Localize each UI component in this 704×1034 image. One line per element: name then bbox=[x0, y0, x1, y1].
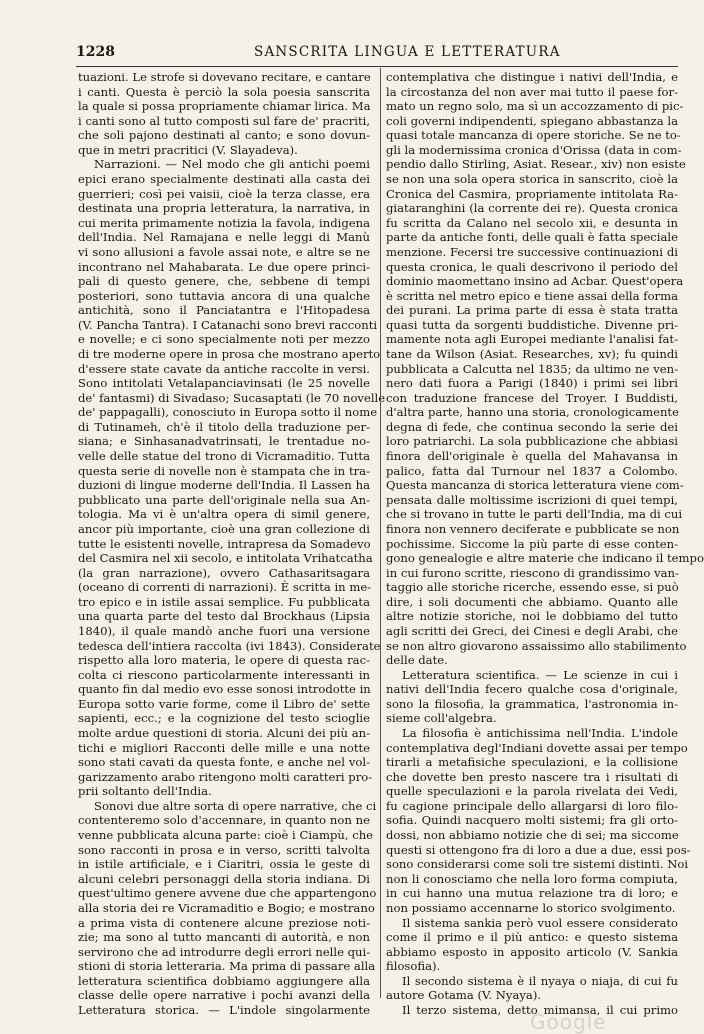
text-line: venne pubblicata alcuna parte: cioè i Ciampù, che bbox=[78, 828, 374, 843]
text-line: del Casmira nel xii secolo, e intitolata Vrihatcatha bbox=[78, 551, 373, 566]
text-line: servirono che ad introdurre degli errori nelle qui- bbox=[78, 944, 371, 959]
text-line: guerrieri; così pei vaisii, cioè la terza classe, era bbox=[78, 186, 370, 201]
text-line: sieme coll'algebra. bbox=[386, 711, 497, 726]
text-line: 1840), il quale mandò anche fuori una versione bbox=[78, 623, 370, 638]
text-line: (oceano di correnti di narrazioni). È scritta in me- bbox=[78, 580, 372, 595]
text-line: dire, i soli documenti che abbiamo. Quanto alle bbox=[386, 594, 678, 609]
text-line: autore Gotama (V. Nyaya). bbox=[386, 988, 542, 1003]
text-line: quanto fin dal medio evo esse sonosi introdotte in bbox=[78, 682, 371, 697]
text-line: tuazioni. Le strofe si dovevano recitare, e cantare bbox=[78, 70, 371, 84]
text-line: non li conosciamo che nella loro forma compiuta, bbox=[386, 871, 678, 886]
text-line: questa serie di novelle non è stampata che in tra- bbox=[78, 463, 370, 478]
text-line: quasi tutta da sorgenti buddistiche. Divenne pri- bbox=[386, 317, 678, 332]
text-line: de' fantasmi) di Sivadaso; Sucasaptati (le 70 novelle bbox=[78, 390, 386, 405]
text-line: finora non vennero deciferate e pubblicate se non bbox=[386, 521, 680, 536]
header-rule bbox=[76, 66, 678, 67]
running-title: SANSCRITA LINGUA E LETTERATURA bbox=[254, 44, 561, 60]
text-line: velle delle statue del trono di Vicramaditio. Tutta bbox=[78, 449, 370, 464]
text-line: sono racconti in prosa e in verso, scritti talvolta bbox=[78, 842, 370, 857]
text-line: i canti sono al tutto composti sul fare de' pracriti, bbox=[78, 113, 370, 128]
text-line: stioni di storia letteraria. Ma prima di passare alla bbox=[78, 959, 376, 974]
text-line: Sono intitolati Vetalapanciavinsati (le 25 novelle bbox=[78, 376, 370, 391]
text-line: se non una sola opera storica in sanscrito, cioè la bbox=[386, 172, 678, 187]
text-line: quest'ultimo genere avvene due che appartengono bbox=[78, 886, 377, 901]
text-line: contenteremo solo d'accennare, in quanto non ne bbox=[78, 813, 370, 828]
text-line: pensata dalle moltissime iscrizioni di quei tempi, bbox=[386, 492, 678, 507]
text-line: taggio alle storiche ricerche, essendo esse, si può bbox=[386, 580, 679, 595]
text-line: pochissime. Siccome la più parte di esse conten- bbox=[386, 536, 678, 551]
text-line: con traduzione francese del Troyer. I Buddisti, bbox=[386, 390, 678, 405]
text-line: incontrano nel Mahabarata. Le due opere princi- bbox=[78, 259, 370, 274]
text-line: pendio dallo Stirling, Asiat. Resear., xiv) non esiste bbox=[386, 157, 686, 172]
text-line: siana; e Sinhasanadvatrinsati, le trentadue no- bbox=[78, 434, 370, 449]
text-line: colta ci riescono particolarmente interessanti in bbox=[78, 667, 370, 682]
text-line: mamente nota agli Europei mediante l'analisi fat- bbox=[386, 332, 678, 347]
text-line: Il secondo sistema è il nyaya o niaja, di cui fu bbox=[402, 973, 678, 988]
text-line: alla storia dei re Vicramaditio e Bogio; e mostrano bbox=[78, 900, 375, 915]
column-divider bbox=[380, 68, 381, 998]
text-line: questa cronica, le quali descrivono il periodo del bbox=[386, 259, 678, 274]
text-line: sono la filosofia, la grammatica, l'astronomia in- bbox=[386, 696, 678, 711]
text-line: a prima vista di contenere alcune preziose noti- bbox=[78, 915, 370, 930]
text-line: nativi dell'India fecero qualche cosa d'originale, bbox=[386, 682, 678, 697]
text-line: mato un regno solo, ma sì un accozzamento di pic- bbox=[386, 99, 684, 114]
text-line: tologia. Ma vi è un'altra opera di simil genere, bbox=[78, 507, 370, 522]
text-line: la circostanza del non aver mai tutto il paese for- bbox=[386, 84, 678, 99]
text-line: pubblicato una parte dell'originale nella sua An- bbox=[78, 492, 370, 507]
text-line: in istile artificiale, e i Ciaritri, ossia le geste di bbox=[78, 857, 370, 872]
text-line: tichi e migliori Racconti delle mille e una notte bbox=[78, 740, 370, 755]
text-line: classe delle opere narrative i pochi avanzi della bbox=[78, 988, 370, 1003]
text-line: dell'India. Nel Ramajana e nelle leggi di Manù bbox=[78, 230, 370, 245]
text-line: gli la modernissima cronica d'Orissa (data in com- bbox=[386, 142, 682, 157]
text-line: (V. Pancha Tantra). I Catanachi sono brevi racconti bbox=[78, 317, 378, 332]
text-line: sofia. Quindi nacquero molti sistemi; fra gli orto- bbox=[386, 813, 678, 828]
text-line: finora dell'originale è quella del Mahavansa in bbox=[386, 449, 678, 464]
text-line: agli scritti dei Greci, dei Cinesi e degli Arabi, che bbox=[386, 623, 678, 638]
text-line: parte da antiche fonti, delle quali è fatta speciale bbox=[386, 230, 678, 245]
text-line: pubblicata a Calcutta nel 1835; da ultimo ne ven- bbox=[386, 361, 678, 376]
text-line: che si trovano in tutte le parti dell'India, ma di cui bbox=[386, 507, 683, 522]
text-line: Letteratura storica. — L'indole singolarmente bbox=[78, 1003, 370, 1017]
text-line: dei purani. La prima parte di essa è stata tratta bbox=[386, 303, 678, 318]
text-line: i canti. Questa è perciò la sola poesia sanscrita bbox=[78, 84, 370, 99]
text-line: letteratura scientifica dobbiamo aggiungere alla bbox=[78, 973, 370, 988]
text-line: alcuni celebri personaggi della storia indiana. Di bbox=[78, 871, 370, 886]
text-line: una quarta parte del testo dal Brockhaus (Lipsia bbox=[78, 609, 370, 624]
google-watermark: Google bbox=[530, 1010, 607, 1034]
text-line: menzione. Fecersi tre successive continuazioni di bbox=[386, 244, 678, 259]
text-line: Il terzo sistema, detto mimansa, il cui primo bbox=[402, 1003, 678, 1017]
text-line: che dovette ben presto nascere tra i risultati di bbox=[386, 769, 678, 784]
text-line: la quale si possa propriamente chiamar lirica. Ma bbox=[78, 99, 371, 114]
text-line: se non altro giovarono assaissimo allo stabilimento bbox=[386, 638, 687, 653]
text-line: che soli pajono destinati al canto; e sono dovun- bbox=[78, 128, 370, 143]
text-line: giataranghini (la corrente dei re). Questa cronica bbox=[386, 201, 678, 216]
text-line: contemplativa che distingue i nativi dell'India, e bbox=[386, 70, 678, 84]
text-line: quasi totale mancanza di opere storiche. Se ne to- bbox=[386, 128, 681, 143]
text-line: di Tutinameh, ch'è il titolo della traduzione per- bbox=[78, 419, 370, 434]
text-line: tane da Wilson (Asiat. Researches, xv); fu quindi bbox=[386, 346, 678, 361]
text-line: que in metri pracritici (V. Slayadeva). bbox=[78, 142, 298, 157]
text-line: Europa sotto varie forme, come il Libro de' sette bbox=[78, 696, 370, 711]
text-line: dossi, non abbiamo notizie che di sei; ma siccome bbox=[386, 828, 679, 843]
text-line: degna di fede, che continua secondo la serie dei bbox=[386, 419, 678, 434]
text-line: come il primo e il più antico: e questo sistema bbox=[386, 930, 678, 945]
text-line: quelle speculazioni e la parola rivelata dei Vedi, bbox=[386, 784, 678, 799]
text-line: zie; ma sono al tutto mancanti di autorità, e non bbox=[78, 930, 370, 945]
text-line: La filosofia è antichissima nell'India. L'indole bbox=[402, 726, 678, 741]
text-line: abbiamo esposto in apposito articolo (V. Sankia bbox=[386, 944, 678, 959]
text-line: Sonovi due altre sorta di opere narrative, che ci bbox=[94, 798, 377, 813]
text-line: sono considerarsi come soli tre sistemi distinti. Noi bbox=[386, 857, 689, 872]
text-line: antichità, sono il Panciatantra e l'Hitopadesa bbox=[78, 303, 370, 318]
text-line: gono genealogie e altre materie che indicano il tempo bbox=[386, 551, 704, 566]
text-line: molte ardue questioni di storia. Alcuni dei più an- bbox=[78, 726, 370, 741]
text-line: contemplativa degl'Indiani dovette assai per tempo bbox=[386, 740, 688, 755]
text-line: filosofia). bbox=[386, 959, 441, 974]
text-line: sono stati cavati da questa fonte, e anche nel vol- bbox=[78, 755, 370, 770]
text-line: (la gran narrazione), ovvero Cathasaritsagara bbox=[78, 565, 370, 580]
text-line: delle date. bbox=[386, 653, 448, 668]
text-line: non possiamo accennarne lo storico svolgimento. bbox=[386, 900, 676, 915]
text-line: tedesca dell'intiera raccolta (ivi 1843). Considerate bbox=[78, 638, 381, 653]
text-line: de' pappagalli), conosciuto in Europa sotto il nome bbox=[78, 405, 378, 420]
text-line: garizzamento arabo ritengono molti caratteri pro- bbox=[78, 769, 373, 784]
text-line: loro patriarchi. La sola pubblicazione che abbiasi bbox=[386, 434, 678, 449]
text-line: duzioni di lingue moderne dell'India. Il Lassen ha bbox=[78, 478, 370, 493]
text-line: d'altra parte, hanno una storia, cronologicamente bbox=[386, 405, 679, 420]
text-line: nero dati fuora a Parigi (1840) i primi sei libri bbox=[386, 376, 678, 391]
text-line: questi si ottengono fra di loro a due a due, essi pos- bbox=[386, 842, 691, 857]
text-line: prii soltanto dell'India. bbox=[78, 784, 212, 799]
page-number: 1228 bbox=[76, 44, 115, 60]
text-line: ancor più importante, cioè una gran collezione di bbox=[78, 521, 370, 536]
text-line: altre notizie storiche, noi le dobbiamo del tutto bbox=[386, 609, 678, 624]
text-line: epici erano specialmente destinati alla casta dei bbox=[78, 172, 370, 187]
text-line: vi sono allusioni a favole assai note, e altre se ne bbox=[78, 244, 370, 259]
text-line: palico, fatta dal Turnour nel 1837 a Colombo. bbox=[386, 463, 678, 478]
text-line: d'essere state cavate da antiche raccolte in versi. bbox=[78, 361, 370, 376]
text-line: Cronica del Casmira, propriamente intitolata Ra- bbox=[386, 186, 678, 201]
left-column bbox=[78, 70, 386, 1017]
text-line: Letteratura scientifica. — Le scienze in cui i bbox=[402, 667, 678, 682]
text-line: e novelle; e ci sono specialmente noti per mezzo bbox=[78, 332, 370, 347]
text-line: Il sistema sankia però vuol essere considerato bbox=[402, 915, 678, 930]
text-line: in cui hanno una mutua relazione tra di loro; e bbox=[386, 886, 678, 901]
text-line: tro epico e in istile assai semplice. Fu pubblicata bbox=[78, 594, 370, 609]
text-line: fu cagione principale dello allargarsi di loro filo- bbox=[386, 798, 678, 813]
text-line: cui merita primamente notizia la favola, indigena bbox=[78, 215, 370, 230]
text-line: dominio maomettano insino ad Acbar. Quest'opera bbox=[386, 274, 684, 289]
text-line: fu scritta da Calano nel secolo xii, e desunta in bbox=[386, 215, 678, 230]
text-line: tutte le esistenti novelle, intrapresa da Somadevo bbox=[78, 536, 371, 551]
text-line: Narrazioni. — Nel modo che gli antichi poemi bbox=[94, 157, 370, 172]
text-line: destinata una propria letteratura, la narrativa, in bbox=[78, 201, 370, 216]
text-line: posteriori, sono tuttavia ancora di una qualche bbox=[78, 288, 370, 303]
text-line: rispetto alla loro materia, le opere di questa rac- bbox=[78, 653, 370, 668]
text-line: è scritta nel metro epico e tiene assai della forma bbox=[386, 288, 678, 303]
text-line: in cui furono scritte, riescono di grandissimo van- bbox=[386, 565, 679, 580]
right-column bbox=[386, 70, 704, 1017]
page-header bbox=[76, 44, 678, 68]
text-line: tirarli a metafisiche speculazioni, e la collisione bbox=[386, 755, 678, 770]
text-line: di tre moderne opere in prosa che mostrano aperto bbox=[78, 346, 381, 361]
text-line: coli governi indipendenti, spiegano abbastanza la bbox=[386, 113, 678, 128]
text-line: pali di questo genere, che, sebbene di tempi bbox=[78, 274, 370, 289]
text-line: Questa mancanza di storica letteratura viene com- bbox=[386, 478, 684, 493]
text-line: sapienti, ecc.; e la cognizione del testo scioglie bbox=[78, 711, 370, 726]
